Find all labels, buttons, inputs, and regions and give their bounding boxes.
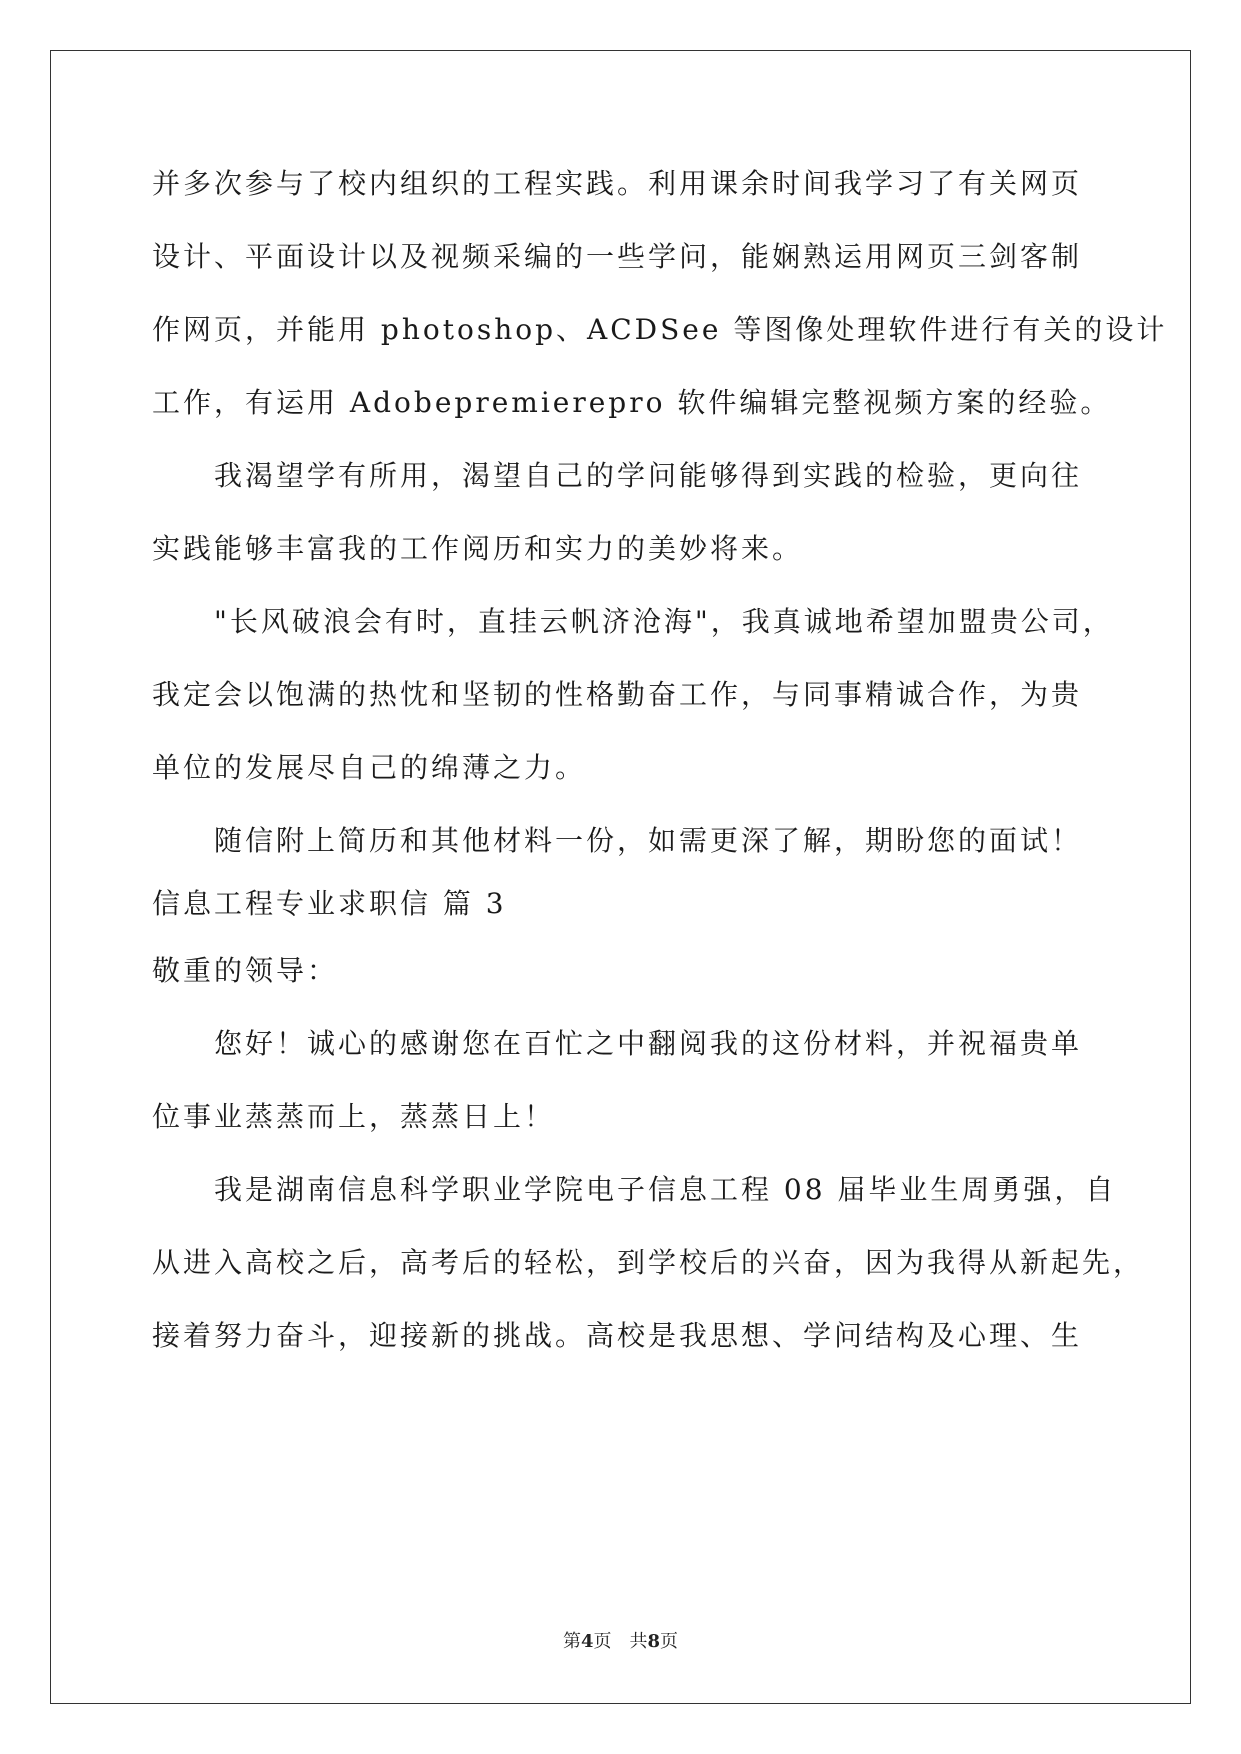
page-footer [0,1630,1241,1654]
text-line: 单位的发展尽自己的绵薄之力。 [152,751,587,784]
text-line: 实践能够丰富我的工作阅历和实力的美妙将来。 [152,532,804,565]
text-line: "长风破浪会有时，直挂云帆济沧海"，我真诚地希望加盟贵公司， [214,605,1114,638]
text-line: 设计、平面设计以及视频采编的一些学问，能娴熟运用网页三剑客制 [152,240,1083,273]
text-line: 我定会以饱满的热忱和坚韧的性格勤奋工作，与同事精诚合作，为贵 [152,678,1083,711]
text-line: 您好！诚心的感谢您在百忙之中翻阅我的这份材料，并祝福贵单 [214,1027,1083,1060]
page-border [50,50,1191,1704]
footer-mid: 页 [593,1631,612,1652]
total-page-number: 8 [647,1631,661,1652]
salutation: 敬重的领导： [152,954,339,987]
text-line: 位事业蒸蒸而上，蒸蒸日上！ [152,1100,556,1133]
text-line: 并多次参与了校内组织的工程实践。利用课余时间我学习了有关网页 [152,167,1083,200]
text-line: 我是湖南信息科学职业学院电子信息工程 08 届毕业生周勇强，自 [214,1173,1117,1206]
footer-suffix: 页 [660,1631,679,1652]
text-line: 接着努力奋斗，迎接新的挑战。高校是我思想、学问结构及心理、生 [152,1319,1083,1352]
footer-prefix: 第 [562,1631,581,1652]
text-line: 我渴望学有所用，渴望自己的学问能够得到实践的检验，更向往 [214,459,1083,492]
current-page-number: 4 [580,1631,594,1652]
text-line: 工作，有运用 Adobepremierepro 软件编辑完整视频方案的经验。 [152,386,1112,419]
section-heading: 信息工程专业求职信 篇 3 [152,887,507,920]
footer-total-prefix: 共 [629,1631,648,1652]
text-line: 作网页，并能用 photoshop、ACDSee 等图像处理软件进行有关的设计 [152,313,1168,346]
text-line: 从进入高校之后，高考后的轻松，到学校后的兴奋，因为我得从新起先， [152,1246,1145,1279]
text-line: 随信附上简历和其他材料一份，如需更深了解，期盼您的面试！ [214,824,1083,857]
